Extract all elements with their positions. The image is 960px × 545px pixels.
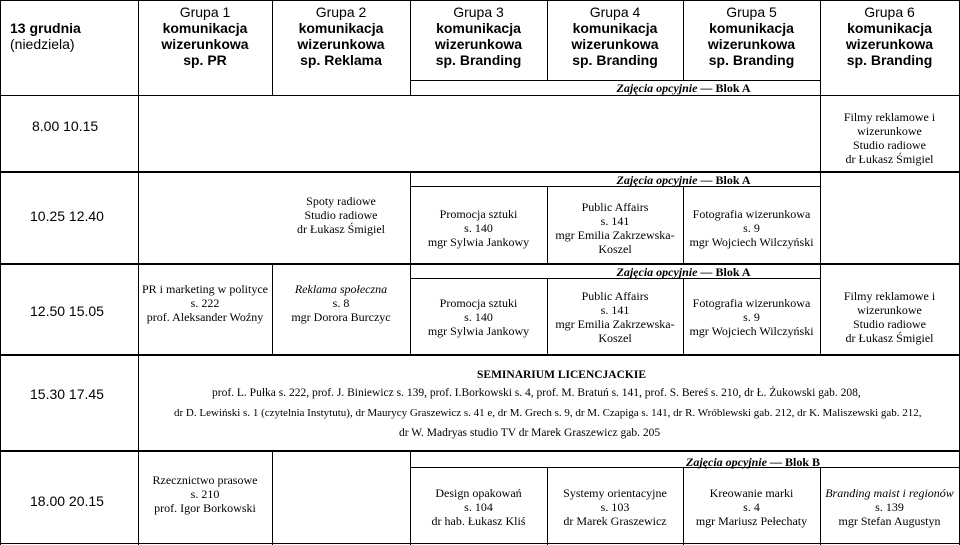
class-title: Reklama społeczna [294, 282, 388, 296]
optional-label: Zajęcia opcyjnie [686, 455, 767, 469]
class-teacher: mgr Stefan Augustyn [838, 514, 941, 528]
class-room: s. 9 [743, 310, 760, 324]
group-spec: sp. PR [183, 52, 227, 68]
class-cell-g2 [272, 194, 410, 236]
group-spec: sp. Branding [435, 52, 522, 68]
optional-label: Zajęcia opcyjnie [616, 265, 698, 279]
class-teacher: mgr Emilia Zakrzewska- [555, 228, 675, 242]
group-spec: sp. Reklama [300, 52, 382, 68]
class-teacher: Koszel [598, 331, 632, 345]
class-title: wizerunkowe [857, 303, 922, 317]
group-header-4 [547, 4, 683, 68]
class-title: Promocja sztuki [439, 296, 518, 310]
time-slot: 18.00 20.15 [30, 493, 104, 509]
class-teacher: dr Łukasz Śmigiel [845, 152, 934, 166]
group-line: wizerunkowa [707, 36, 796, 52]
class-title: Public Affairs [581, 289, 649, 303]
group-name: Grupa 5 [726, 4, 777, 20]
col-divider [820, 171, 821, 264]
class-room: s. 210 [190, 487, 220, 501]
row-divider [0, 354, 960, 356]
class-cell-g4 [547, 289, 683, 345]
class-teacher: dr Łukasz Śmigiel [297, 222, 385, 236]
optional-block-label: Zajęcia opcyjnie — Blok A [616, 265, 751, 279]
time-slot: 15.30 17.45 [30, 386, 104, 402]
class-teacher: mgr Mariusz Pełechaty [695, 514, 808, 528]
optional-label: Zajęcia opcyjnie [616, 81, 698, 95]
class-room: s. 141 [600, 214, 630, 228]
class-title: Branding maist i regionów [825, 486, 954, 500]
table-border-bottom [0, 543, 960, 544]
col-divider [272, 450, 273, 545]
class-title [410, 486, 547, 500]
group-line: wizerunkowa [434, 36, 523, 52]
seminar-title: SEMINARIUM LICENCJACKIE [477, 369, 647, 381]
class-cell-g5 [683, 296, 820, 338]
class-room: s. 8 [332, 296, 350, 310]
class-room: Studio radiowe [304, 208, 378, 222]
class-title: Filmy reklamowe i [843, 110, 936, 124]
class-teacher: mgr Emilia Zakrzewska- [555, 317, 675, 331]
class-room: s. 140 [464, 310, 493, 324]
class-teacher: mgr Wojciech Wilczyński [689, 235, 814, 249]
group-name: Grupa 3 [453, 4, 504, 20]
group-name: Grupa 1 [179, 4, 231, 20]
group-name: Grupa 6 [864, 4, 915, 20]
group-line: wizerunkowa [571, 36, 659, 52]
class-teacher: dr hab. Łukasz Kliś [431, 514, 526, 528]
seminar-line: prof. L. Pułka s. 222, prof. J. Biniewicz s. 139, prof. I.Borkowski s. 4, prof. M. Bratuń s. 141, prof. S. Bereś s. 210, dr Ł. Żukowski gab. 208, [212, 387, 861, 399]
table-border-top [0, 0, 960, 1]
class-room: s. 141 [600, 303, 630, 317]
group-header-3 [410, 4, 547, 68]
class-title: Spoty radiowe [306, 194, 376, 208]
class-teacher: mgr Dorora Burczyc [291, 310, 391, 324]
group-header-5 [683, 4, 820, 68]
class-title: PR i marketing w polityce [142, 282, 268, 296]
group-line: wizerunkowa [297, 36, 385, 52]
class-title: Fotografia wizerunkowa [692, 207, 811, 221]
class-teacher: dr Łukasz Śmigiel [845, 331, 934, 345]
class-title: Public Affairs [581, 200, 649, 214]
group-line: komunikacja [298, 20, 384, 36]
class-cell-g5 [683, 486, 820, 528]
date-cell [10, 20, 135, 52]
group-line: komunikacja [847, 20, 932, 36]
date-weekday: (niedziela) [10, 36, 75, 52]
time-slot: 12.50 15.05 [30, 303, 104, 319]
group-spec: sp. Branding [846, 52, 933, 68]
class-room: s. 140 [464, 221, 493, 235]
group-spec: sp. Branding [572, 52, 658, 68]
class-room: s. 222 [190, 296, 220, 310]
class-title: Systemy orientacyjne [563, 486, 667, 500]
group-line: komunikacja [709, 20, 794, 36]
group-name: Grupa 2 [315, 4, 367, 20]
class-teacher: mgr Wojciech Wilczyński [689, 324, 814, 338]
time-slot: 10.25 12.40 [30, 208, 104, 224]
time-slot: 8.00 10.15 [32, 118, 99, 134]
class-room: s. 9 [743, 221, 760, 235]
col-divider [0, 0, 1, 545]
class-title: Filmy reklamowe i [843, 289, 936, 303]
class-cell-g2 [272, 282, 410, 324]
optional-block: Blok A [715, 173, 751, 187]
group-name: Grupa 4 [589, 4, 641, 20]
class-title-part: Design opakowań [435, 486, 522, 500]
class-teacher: Koszel [598, 242, 632, 256]
class-title: Kreowanie marki [709, 486, 794, 500]
seminar-line: dr D. Lewiński s. 1 (czytelnia Instytutu), dr Maurycy Graszewicz s. 41 e, dr M. Grech s. 9, dr M. Czapiga s. 141, dr R. Wróblewski gab. 212, dr K. Maliszewski gab. 212, [174, 407, 922, 419]
class-teacher: prof. Igor Borkowski [154, 501, 256, 515]
class-title: Fotografia wizerunkowa [692, 296, 811, 310]
group-line: komunikacja [436, 20, 521, 36]
group-line: komunikacja [572, 20, 658, 36]
optional-block: Blok B [784, 455, 820, 469]
class-cell-g4 [547, 486, 683, 528]
class-teacher: mgr Sylwia Jankowy [427, 235, 530, 249]
class-cell-g6 [820, 110, 959, 166]
optional-label: Zajęcia opcyjnie [616, 173, 698, 187]
group-header-2 [272, 4, 410, 68]
class-room: s. 4 [743, 500, 760, 514]
class-cell-g4 [547, 200, 683, 256]
class-cell-g3 [410, 207, 547, 249]
class-teacher: dr Marek Graszewicz [563, 514, 667, 528]
class-title: Promocja sztuki [439, 207, 518, 221]
class-teacher: mgr Sylwia Jankowy [427, 324, 530, 338]
row-divider [0, 450, 960, 452]
class-cell-g3 [410, 486, 547, 528]
group-line: komunikacja [162, 20, 248, 36]
optional-block: Blok A [715, 81, 751, 95]
class-cell-g1 [138, 282, 272, 324]
seminar-line: dr W. Madryas studio TV dr Marek Graszewicz gab. 205 [399, 427, 661, 439]
class-cell-g6 [820, 289, 959, 345]
group-spec: sp. Branding [708, 52, 795, 68]
class-room: Studio radiowe [853, 138, 926, 152]
optional-block: Blok A [715, 265, 751, 279]
class-room: s. 103 [600, 500, 630, 514]
class-cell-g3 [410, 296, 547, 338]
optional-block-label: Zajęcia opcyjnie — Blok B [686, 455, 820, 469]
optional-block-label: Zajęcia opcyjnie — Blok A [616, 173, 751, 187]
class-cell-g6 [820, 486, 959, 528]
class-teacher: prof. Aleksander Woźny [146, 310, 264, 324]
class-room: Studio radiowe [853, 317, 926, 331]
col-divider [410, 171, 411, 186]
group-line: wizerunkowa [845, 36, 934, 52]
class-room: s. 104 [464, 500, 493, 514]
class-cell-g1 [138, 473, 272, 515]
class-title: Rzecznictwo prasowe [152, 473, 258, 487]
optional-block-label: Zajęcia opcyjnie — Blok A [616, 81, 751, 95]
class-title: wizerunkowe [857, 124, 922, 138]
group-header-6 [820, 4, 959, 68]
date-day: 13 grudnia [10, 20, 81, 36]
group-header-1 [138, 4, 272, 68]
class-room: s. 139 [875, 500, 904, 514]
col-divider [138, 0, 139, 545]
group-line: wizerunkowa [161, 36, 249, 52]
class-cell-g5 [683, 207, 820, 249]
